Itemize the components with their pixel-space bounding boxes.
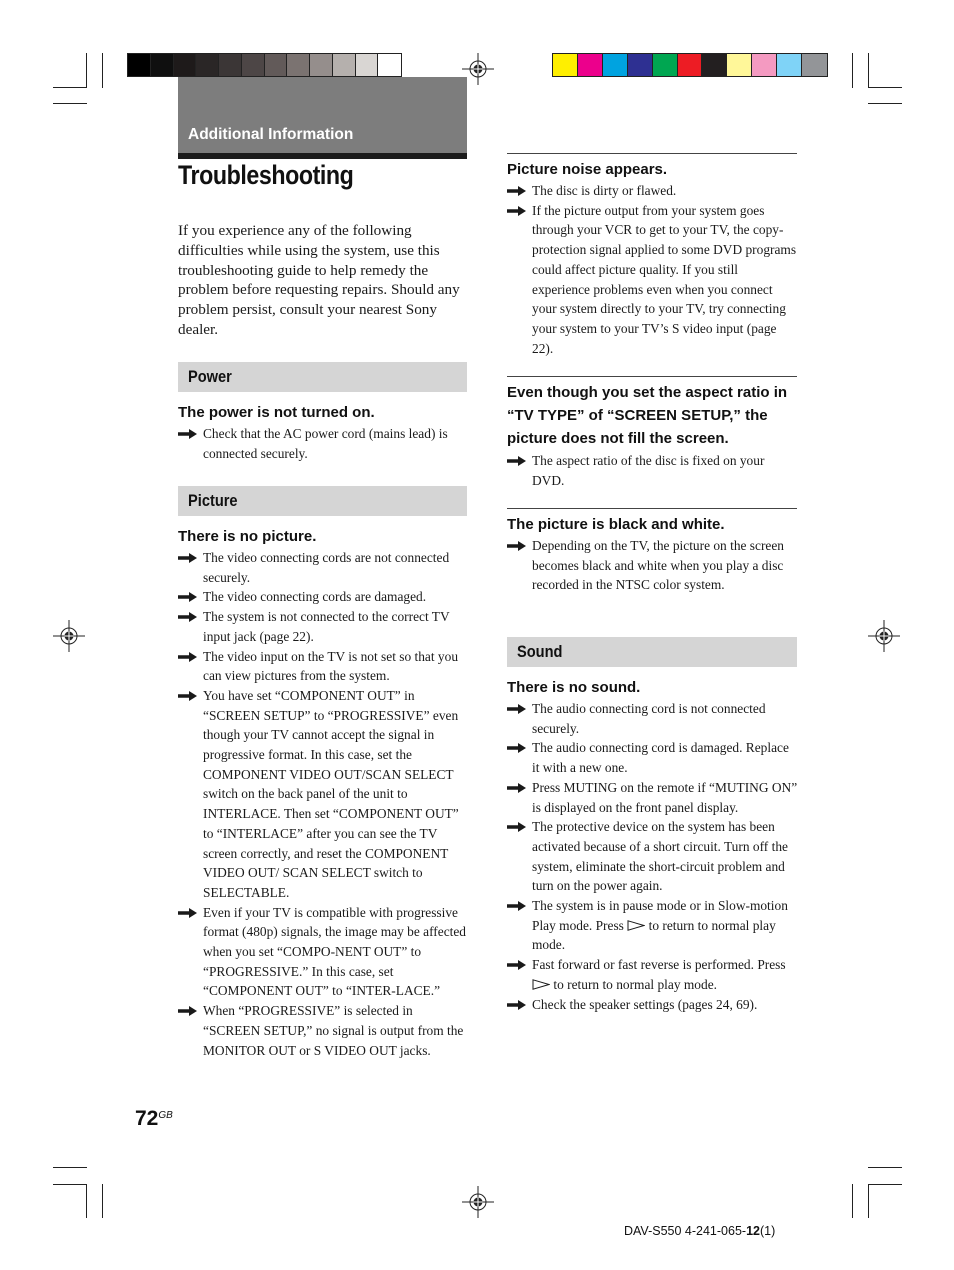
list-item-text: The video connecting cords are damaged. xyxy=(203,589,427,605)
color-swatch xyxy=(628,54,653,76)
section-title: Power xyxy=(188,367,232,386)
color-swatch xyxy=(265,54,288,76)
crop-mark xyxy=(852,53,853,88)
list-item xyxy=(507,181,799,201)
arrow-icon xyxy=(178,908,197,918)
arrow-icon xyxy=(507,704,526,714)
arrow-icon xyxy=(507,206,526,216)
model-code-part: (1) xyxy=(759,1224,776,1238)
list-item xyxy=(178,587,470,607)
arrow-icon xyxy=(178,1006,197,1016)
arrow-icon xyxy=(507,541,526,551)
list-item-text: When “PROGRESSIVE” is selected in “SCREEN SETUP,” no signal is output from the MONITOR OUT or S VIDEO OUT jacks. xyxy=(203,1003,464,1058)
list-item-text: Check the speaker settings (pages 24, 69). xyxy=(532,996,758,1012)
answer-list xyxy=(507,181,799,358)
color-swatch xyxy=(196,54,219,76)
list-item xyxy=(507,995,799,1015)
color-swatch xyxy=(802,54,827,76)
answer-list xyxy=(507,699,799,1014)
list-item xyxy=(507,536,799,595)
list-item xyxy=(178,647,470,686)
answer-list xyxy=(507,451,799,490)
page-number-suffix: GB xyxy=(158,1110,173,1121)
color-swatch xyxy=(242,54,265,76)
color-swatch xyxy=(174,54,197,76)
list-item-text: Fast forward or fast reverse is performed. Press xyxy=(532,957,786,973)
list-item xyxy=(507,817,799,896)
arrow-icon xyxy=(507,783,526,793)
arrow-icon xyxy=(178,592,197,602)
crop-mark xyxy=(53,1167,87,1168)
arrow-icon xyxy=(507,1000,526,1010)
list-item xyxy=(178,686,470,903)
crop-mark xyxy=(868,1167,902,1168)
question-heading: The picture is black and white. xyxy=(507,516,725,533)
list-item-text: The audio connecting cord is not connected securely. xyxy=(532,701,766,736)
arrow-icon xyxy=(507,186,526,196)
intro-paragraph: If you experience any of the following difficulties while using the system, use this troubleshooting guide to help remedy the problem before requesting repairs. Should any problem persist, consult your nearest Sony dealer. xyxy=(178,222,460,338)
question-heading: Even though you set the aspect ratio in “TV TYPE” of “SCREEN SETUP,” the picture does not fill the screen. xyxy=(507,384,788,447)
list-item-text: The audio connecting cord is damaged. Replace it with a new one. xyxy=(532,740,789,776)
color-swatch xyxy=(356,54,379,76)
list-item-text: to return to normal play mode. xyxy=(553,976,717,992)
color-swatch xyxy=(603,54,628,76)
play-icon xyxy=(627,920,645,931)
color-swatch xyxy=(702,54,727,76)
list-item xyxy=(507,955,799,994)
list-item-text: If the picture output from your system goes through your VCR to get to your TV, the copy-protection signal applied to some DVD programs could affect picture quality. If you still experience problems even when you connect your system directly to your TV, try connecting your system to your TV’s S video input (page 22). xyxy=(532,202,797,356)
crop-mark xyxy=(53,87,87,88)
section-heading-picture xyxy=(178,486,467,516)
grayscale-bar xyxy=(127,53,402,77)
list-item-text: The protective device on the system has been activated because of a short circuit. Turn off the system, eliminate the short-circuit problem and turn on the power again. xyxy=(532,819,788,894)
model-code-part: 12 xyxy=(746,1224,760,1238)
list-item-text: You have set “COMPONENT OUT” in “SCREEN SETUP” to “PROGRESSIVE” even though your TV cannot accept the signal in progressive format. In this case, set the COMPONENT VIDEO OUT/SCAN SELECT switch on the back panel of the unit to INTERLACE. Then set “COMPONENT OUT” to “INTERLACE” after you can see the TV screen correctly, and reset the COMPONENT VIDEO OUT/ SCAN SELECT switch to SELECTABLE. xyxy=(203,687,459,900)
answer-list xyxy=(507,536,799,595)
list-item-text: Check that the AC power cord (mains lead) is connected securely. xyxy=(203,426,448,461)
color-swatch xyxy=(777,54,802,76)
arrow-icon xyxy=(507,960,526,970)
section-heading-sound xyxy=(507,637,797,667)
color-swatch xyxy=(752,54,777,76)
header-rule xyxy=(178,153,467,159)
arrow-icon xyxy=(178,612,197,622)
list-item xyxy=(507,699,799,738)
list-item xyxy=(507,778,799,817)
crop-mark xyxy=(102,53,103,88)
crop-mark xyxy=(868,1184,902,1185)
list-item-text: The system is in pause mode or in Slow-motion Play mode. Press xyxy=(532,898,788,933)
category-label: Additional Information xyxy=(188,126,354,143)
list-item-text: Press MUTING on the remote if “MUTING ON” is displayed on the front panel display. xyxy=(532,779,798,815)
question-heading: Picture noise appears. xyxy=(507,161,668,178)
section-heading-power xyxy=(178,362,467,392)
list-item xyxy=(178,607,470,646)
divider xyxy=(507,153,797,154)
list-item-text: The system is not connected to the correct TV input jack (page 22). xyxy=(203,609,450,644)
color-swatch xyxy=(333,54,356,76)
list-item-text: Depending on the TV, the picture on the screen becomes black and white when you play a disc recorded in the NTSC color system. xyxy=(532,538,784,593)
question-heading: There is no picture. xyxy=(178,528,317,545)
color-bar xyxy=(552,53,828,77)
arrow-icon xyxy=(178,652,197,662)
list-item-text: The video connecting cords are not connected securely. xyxy=(203,550,450,585)
crop-mark xyxy=(102,1184,103,1218)
color-swatch xyxy=(653,54,678,76)
page-number xyxy=(135,1107,173,1131)
crop-mark xyxy=(86,53,87,87)
list-item-text: The aspect ratio of the disc is fixed on your DVD. xyxy=(532,453,765,488)
arrow-icon xyxy=(178,553,197,563)
model-code xyxy=(624,1224,775,1238)
registration-mark-icon xyxy=(460,1184,496,1220)
list-item xyxy=(507,451,799,490)
color-swatch xyxy=(553,54,578,76)
registration-mark-icon xyxy=(51,618,87,654)
crop-mark xyxy=(86,1184,87,1218)
color-swatch xyxy=(287,54,310,76)
answer-list xyxy=(178,424,470,463)
question-heading: The power is not turned on. xyxy=(178,404,375,421)
color-swatch xyxy=(310,54,333,76)
question-heading: There is no sound. xyxy=(507,679,641,696)
model-code-part: DAV-S550 4-241-065- xyxy=(624,1224,747,1238)
section-title: Picture xyxy=(188,491,238,510)
list-item-text: to return to normal play mode. xyxy=(532,917,776,953)
list-item xyxy=(178,548,470,587)
color-swatch xyxy=(678,54,703,76)
crop-mark xyxy=(868,1184,869,1218)
crop-mark xyxy=(868,87,902,88)
divider xyxy=(507,376,797,377)
list-item xyxy=(507,896,799,955)
crop-mark xyxy=(868,53,869,87)
crop-mark xyxy=(852,1184,853,1218)
play-icon xyxy=(532,979,550,990)
color-swatch xyxy=(378,54,401,76)
list-item xyxy=(507,738,799,777)
page-number-value: 72 xyxy=(135,1107,159,1130)
color-swatch xyxy=(128,54,151,76)
arrow-icon xyxy=(507,456,526,466)
list-item-text: Even if your TV is compatible with progressive format (480p) signals, the image may be affected when you set “COMPO-NENT OUT” to “PROGRESSIVE.” In this case, set “COMPONENT OUT” to “INTER-LACE.” xyxy=(203,904,467,999)
arrow-icon xyxy=(507,901,526,911)
crop-mark xyxy=(53,103,87,104)
arrow-icon xyxy=(507,743,526,753)
page-title: Troubleshooting xyxy=(178,160,354,190)
crop-mark xyxy=(868,103,902,104)
crop-mark xyxy=(53,1184,87,1185)
list-item xyxy=(178,1001,470,1060)
list-item xyxy=(178,903,470,1002)
list-item xyxy=(178,424,470,463)
list-item-text: The video input on the TV is not set so that you can view pictures from the system. xyxy=(203,648,459,684)
answer-list xyxy=(178,548,470,1060)
divider xyxy=(507,508,797,509)
section-title: Sound xyxy=(517,642,563,661)
color-swatch xyxy=(727,54,752,76)
list-item xyxy=(507,201,799,359)
color-swatch xyxy=(219,54,242,76)
color-swatch xyxy=(578,54,603,76)
color-swatch xyxy=(151,54,174,76)
list-item-text: The disc is dirty or flawed. xyxy=(532,183,677,198)
registration-mark-icon xyxy=(866,618,902,654)
arrow-icon xyxy=(507,822,526,832)
arrow-icon xyxy=(178,429,197,439)
arrow-icon xyxy=(178,691,197,701)
